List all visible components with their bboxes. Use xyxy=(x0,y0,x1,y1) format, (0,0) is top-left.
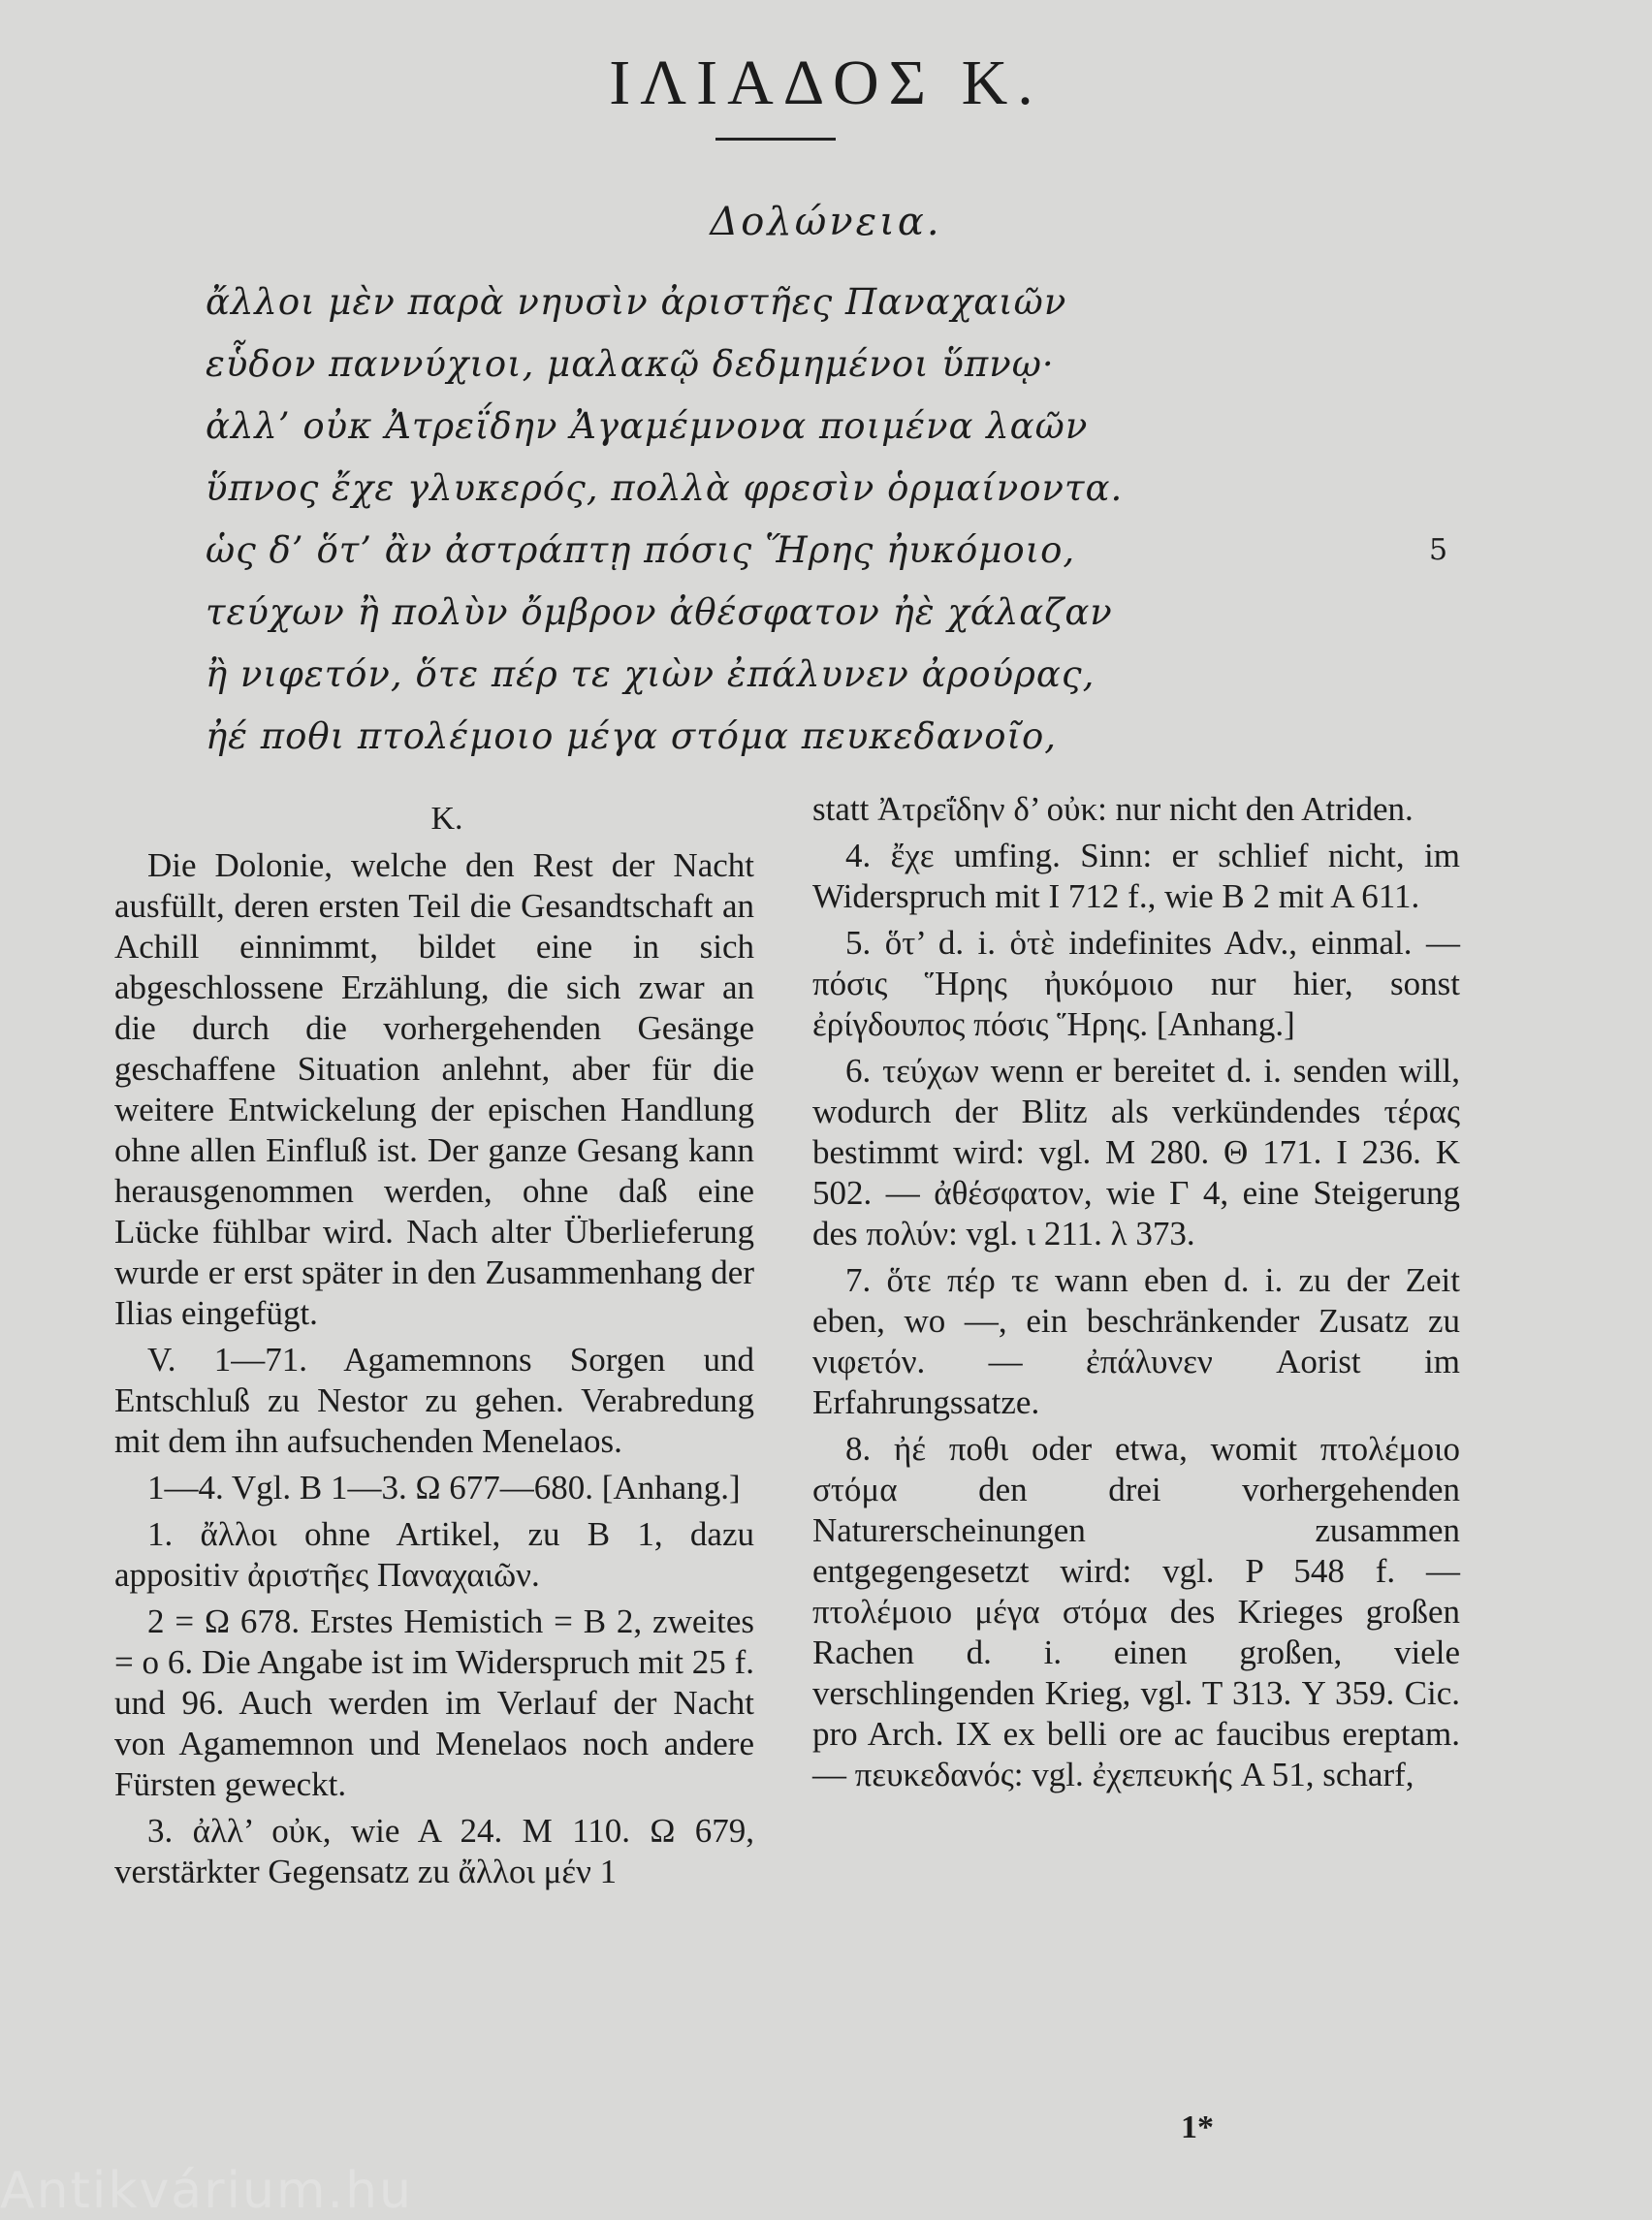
commentary-paragraph: 1. ἄλλοι ohne Artikel, zu B 1, dazu appositiv ἀριστῆες Παναχαιῶν. xyxy=(114,1515,754,1594)
verse-line: ἠέ ποθι πτολέμοιο μέγα στόμα πευκεδανοῖο, xyxy=(206,715,1058,757)
line-number: 5 xyxy=(1429,533,1449,567)
commentary-paragraph: 7. ὅτε πέρ τε wann eben d. i. zu der Zeit eben, wo —, ein beschränkender Zusatz zu νιφετόν. — ἐπάλυνεν Aorist im Erfahrungssatze. xyxy=(812,1261,1460,1421)
commentary-paragraph: 4. ἔχε umfing. Sinn: er schlief nicht, im Widerspruch mit I 712 f., wie B 2 mit A 611. xyxy=(812,837,1460,915)
page-subtitle: Δολώνεια. xyxy=(710,200,942,244)
commentary-paragraph: Die Dolonie, welche den Rest der Nacht ausfüllt, deren ersten Teil die Gesandtschaft an Achill einnimmt, bildet eine in sich abgeschlossene Erzählung, die sich zwar an die durch die vorhergehenden Gesänge geschaffene Situation anlehnt, aber für die weitere Entwickelung der epischen Handlung ohne allen Einfluß ist. Der ganze Gesang kann herausgenommen werden, ohne daß eine Lücke fühlbar wird. Nach alter Überlieferung wurde er erst später in den Zusammenhang der Ilias eingefügt. xyxy=(114,846,754,1332)
verse-block xyxy=(206,271,1466,768)
verse-line: ἄλλοι μὲν παρὰ νηυσὶν ἀριστῆες Παναχαιῶν xyxy=(206,281,1067,323)
commentary-paragraph: 5. ὅτ’ d. i. ὁτὲ indefinites Adv., einmal. — πόσις Ἥρης ἠυκόμοιο nur hier, sonst ἐρίγδουπος πόσις Ἥρης. [Anhang.] xyxy=(812,924,1460,1043)
verse-line: ἢ νιφετόν, ὅτε πέρ τε χιὼν ἐπάλυνεν ἀρούρας, xyxy=(206,653,1096,695)
commentary-paragraph: 3. ἀλλ’ οὐκ, wie A 24. M 110. Ω 679, verstärkter Gegensatz zu ἄλλοι μέν 1 xyxy=(114,1812,754,1890)
commentary-left-column xyxy=(114,799,754,1898)
watermark: Antikvárium.hu xyxy=(0,2162,413,2220)
verse-line: ἀλλ’ οὐκ Ἀτρεΐδην Ἀγαμέμνονα ποιμένα λαῶν xyxy=(206,405,1089,447)
commentary-paragraph: 2 = Ω 678. Erstes Hemistich = B 2, zweites = ο 6. Die Angabe ist im Widerspruch mit 25 f. und 96. Auch werden im Verlauf der Nacht von Agamemnon und Menelaos noch andere Fürsten geweckt. xyxy=(114,1602,754,1803)
page-folio: 1* xyxy=(1181,2109,1214,2145)
verse-line: ὕπνος ἔχε γλυκερός, πολλὰ φρεσὶν ὁρμαίνοντα. xyxy=(206,467,1124,509)
commentary-right-column xyxy=(812,789,1460,1801)
commentary-paragraph: V. 1—71. Agamemnons Sorgen und Entschluß zu Nestor zu gehen. Verabredung mit dem ihn aufsuchenden Menelaos. xyxy=(114,1341,754,1460)
title-rule xyxy=(715,138,836,141)
page-title: ΙΛΙΑΔΟΣ Κ. xyxy=(609,48,1043,118)
commentary-heading: K. xyxy=(430,801,463,837)
commentary-paragraph: 1—4. Vgl. B 1—3. Ω 677—680. [Anhang.] xyxy=(147,1469,741,1506)
verse-line: εὗδον παννύχιοι, μαλακῷ δεδμημένοι ὕπνῳ· xyxy=(206,343,1055,385)
commentary-paragraph: 6. τεύχων wenn er bereitet d. i. senden will, wodurch der Blitz als verkündendes τέρας bestimmt wird: vgl. M 280. Θ 171. I 236. K 502. — ἀθέσφατον, wie Γ 4, eine Steigerung des πολύν: vgl. ι 211. λ 373. xyxy=(812,1052,1460,1253)
commentary-paragraph: statt Ἀτρεΐδην δ’ οὐκ: nur nicht den Atriden. xyxy=(812,790,1414,828)
verse-line: ὡς δ’ ὅτ’ ἂν ἀστράπτῃ πόσις Ἥρης ἠυκόμοιο, 5 xyxy=(206,520,1466,582)
verse-line: τεύχων ἢ πολὺν ὄμβρον ἀθέσφατον ἠὲ χάλαζαν xyxy=(206,591,1113,633)
commentary-paragraph: 8. ἠέ ποθι oder etwa, womit πτολέμοιο στόμα den drei vorhergehenden Naturerscheinungen zusammen entgegengesetzt wird: vgl. P 548 f. — πτολέμοιο μέγα στόμα des Krieges großen Rachen d. i. einen großen, viele verschlingenden Krieg, vgl. T 313. Υ 359. Cic. pro Arch. IX ex belli ore ac faucibus ereptam. — πευκεδανός: vgl. ἐχεπευκής A 51, scharf, xyxy=(812,1430,1460,1793)
